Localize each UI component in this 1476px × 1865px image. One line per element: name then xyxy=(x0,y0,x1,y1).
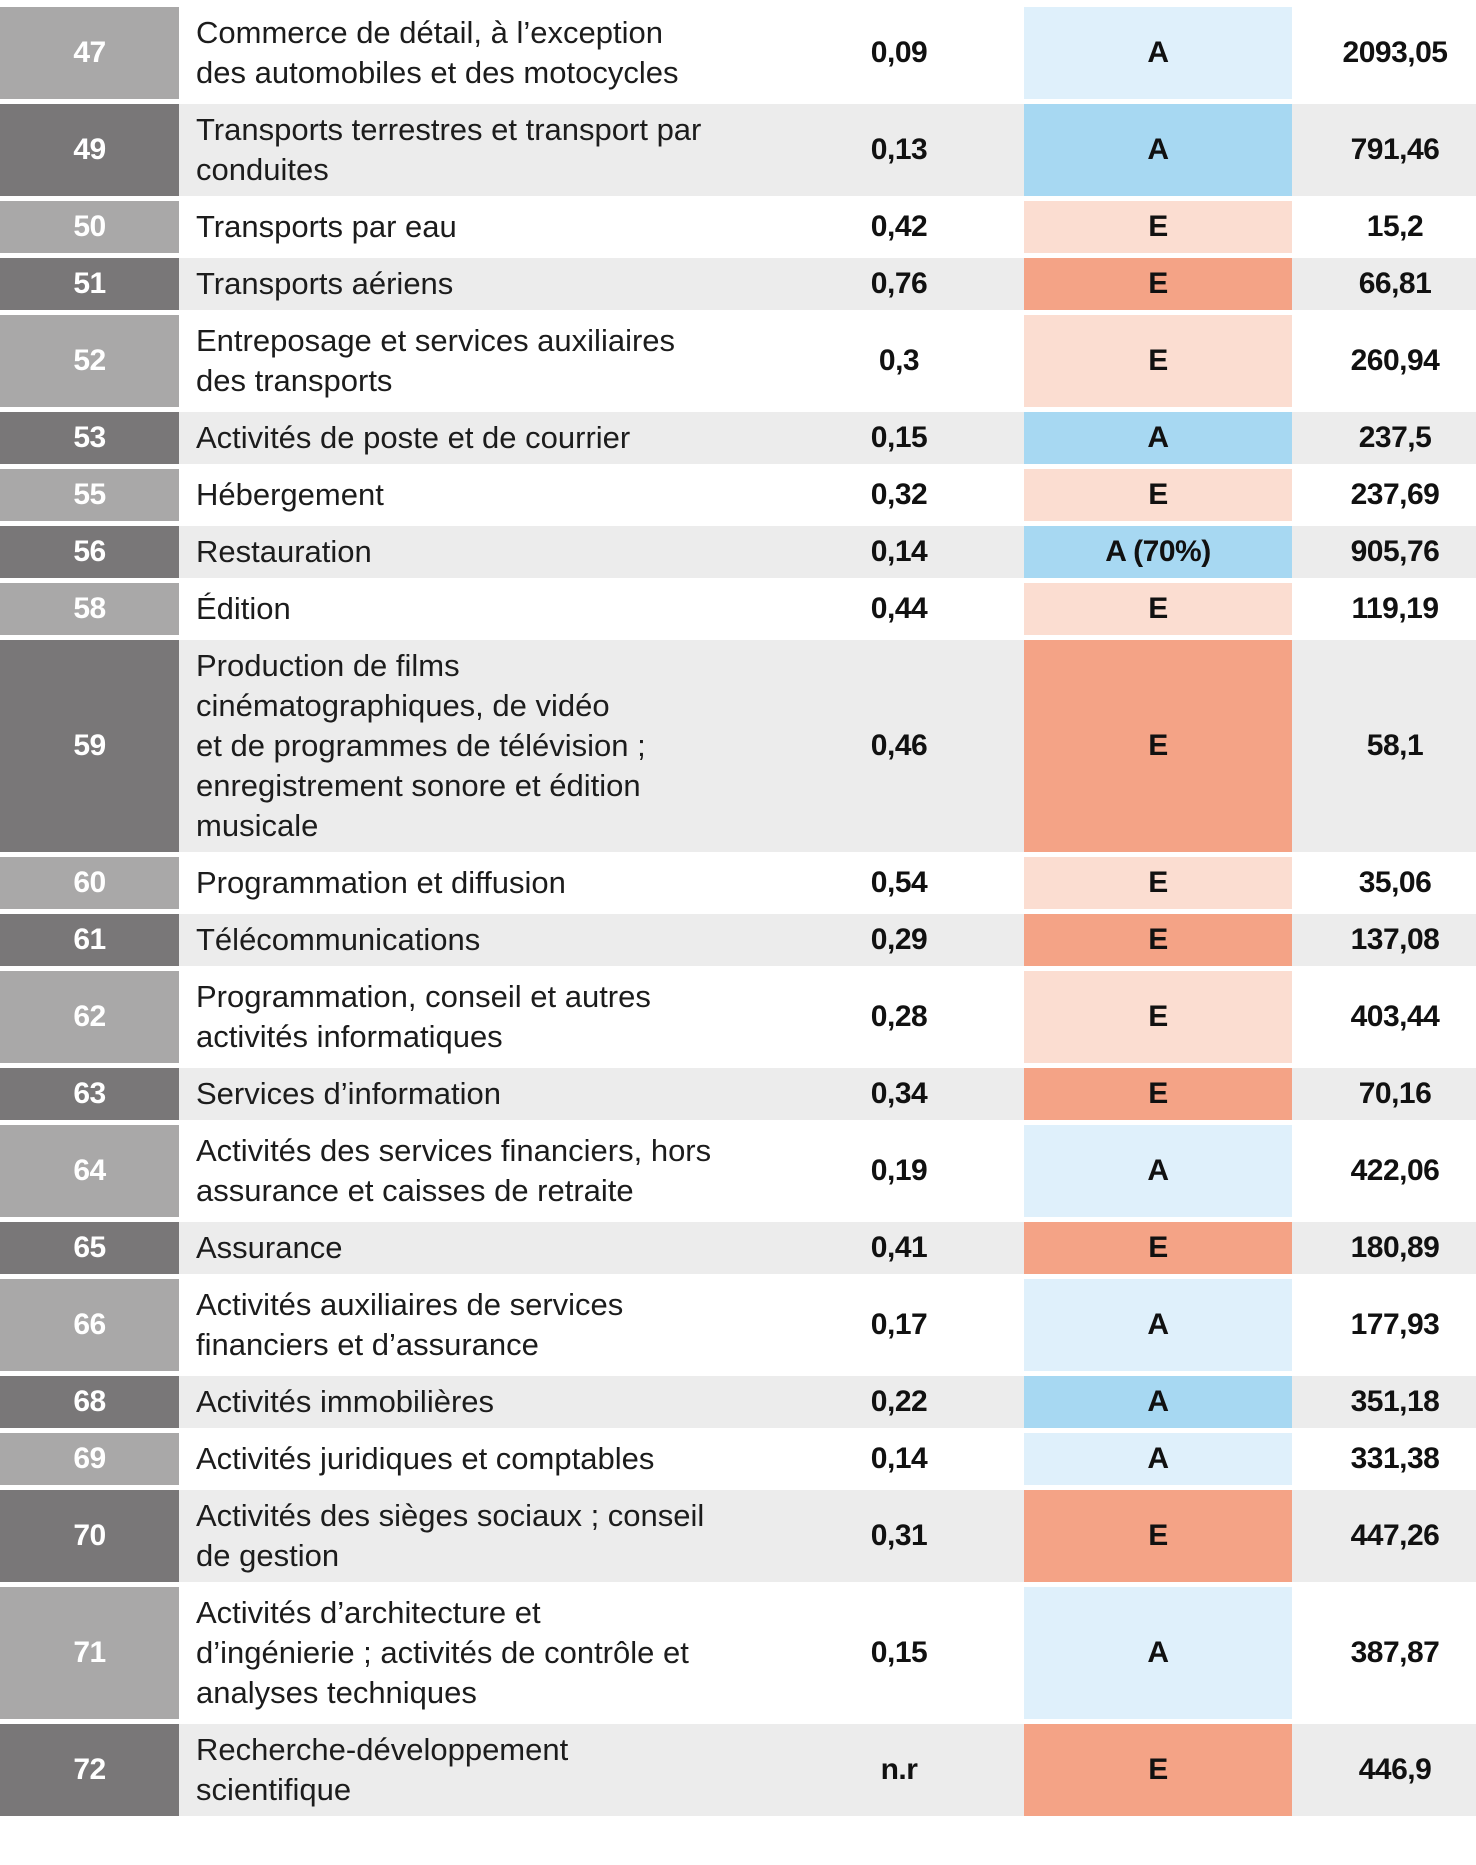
sector-code: 63 xyxy=(0,1068,179,1120)
sector-label: Hébergement xyxy=(179,469,779,521)
sector-class: A xyxy=(1024,412,1292,464)
sector-code: 49 xyxy=(0,104,179,196)
sector-value: 35,06 xyxy=(1297,857,1476,909)
sector-value: 15,2 xyxy=(1297,201,1476,253)
sector-code: 69 xyxy=(0,1433,179,1485)
table-row xyxy=(0,1587,1476,1719)
sector-value: 447,26 xyxy=(1297,1490,1476,1582)
sector-class: E xyxy=(1024,1490,1292,1582)
sector-value: 260,94 xyxy=(1297,315,1476,407)
table-row xyxy=(0,315,1476,407)
sector-code: 51 xyxy=(0,258,179,310)
table-row xyxy=(0,104,1476,196)
sector-label: Activités de poste et de courrier xyxy=(179,412,779,464)
sector-value: 180,89 xyxy=(1297,1222,1476,1274)
table-row xyxy=(0,1433,1476,1485)
sector-coefficient: 0,41 xyxy=(779,1222,1019,1274)
sector-coefficient: 0,3 xyxy=(779,315,1019,407)
sector-value: 2093,05 xyxy=(1297,7,1476,99)
sector-class: E xyxy=(1024,857,1292,909)
sector-code: 64 xyxy=(0,1125,179,1217)
sector-label: Restauration xyxy=(179,526,779,578)
sector-value: 137,08 xyxy=(1297,914,1476,966)
table-row xyxy=(0,1222,1476,1274)
sector-coefficient: 0,44 xyxy=(779,583,1019,635)
sector-label: Activités des sièges sociaux ; conseil de gestion xyxy=(179,1490,779,1582)
sector-class: A xyxy=(1024,7,1292,99)
sector-coefficient: 0,34 xyxy=(779,1068,1019,1120)
sector-code: 62 xyxy=(0,971,179,1063)
sector-coefficient: 0,19 xyxy=(779,1125,1019,1217)
sector-coefficient: 0,46 xyxy=(779,640,1019,852)
sector-class: A (70%) xyxy=(1024,526,1292,578)
sector-code: 70 xyxy=(0,1490,179,1582)
sector-class: E xyxy=(1024,914,1292,966)
sector-code: 72 xyxy=(0,1724,179,1816)
sector-class: E xyxy=(1024,469,1292,521)
table-row xyxy=(0,971,1476,1063)
sector-class: A xyxy=(1024,1125,1292,1217)
sector-value: 422,06 xyxy=(1297,1125,1476,1217)
sector-class: A xyxy=(1024,1587,1292,1719)
table-row xyxy=(0,7,1476,99)
sector-value: 237,69 xyxy=(1297,469,1476,521)
table-row xyxy=(0,526,1476,578)
table-row xyxy=(0,469,1476,521)
sector-class: A xyxy=(1024,1279,1292,1371)
sector-label: Programmation et diffusion xyxy=(179,857,779,909)
sector-label: Programmation, conseil et autres activités informatiques xyxy=(179,971,779,1063)
sector-label: Activités auxiliaires de services financiers et d’assurance xyxy=(179,1279,779,1371)
sector-class: E xyxy=(1024,315,1292,407)
sector-class: E xyxy=(1024,258,1292,310)
sector-label: Entreposage et services auxiliaires des transports xyxy=(179,315,779,407)
sector-label: Activités immobilières xyxy=(179,1376,779,1428)
sector-class: E xyxy=(1024,1068,1292,1120)
sector-label: Édition xyxy=(179,583,779,635)
sector-value: 403,44 xyxy=(1297,971,1476,1063)
sector-coefficient: 0,54 xyxy=(779,857,1019,909)
table-row xyxy=(0,412,1476,464)
sector-coefficient: 0,14 xyxy=(779,526,1019,578)
sector-label: Activités d’architecture et d’ingénierie ; activités de contrôle et analyses techniques xyxy=(179,1587,779,1719)
sector-coefficient: 0,28 xyxy=(779,971,1019,1063)
sector-label: Activités des services financiers, hors assurance et caisses de retraite xyxy=(179,1125,779,1217)
sector-value: 791,46 xyxy=(1297,104,1476,196)
sector-value: 446,9 xyxy=(1297,1724,1476,1816)
table-row xyxy=(0,640,1476,852)
sector-code: 52 xyxy=(0,315,179,407)
sector-code: 71 xyxy=(0,1587,179,1719)
table-row xyxy=(0,1376,1476,1428)
sector-value: 70,16 xyxy=(1297,1068,1476,1120)
sector-label: Services d’information xyxy=(179,1068,779,1120)
sector-code: 66 xyxy=(0,1279,179,1371)
sector-label: Recherche-développement scientifique xyxy=(179,1724,779,1816)
sector-value: 331,38 xyxy=(1297,1433,1476,1485)
sector-value: 119,19 xyxy=(1297,583,1476,635)
table-row xyxy=(0,1068,1476,1120)
sector-table xyxy=(0,2,1476,1821)
table-row xyxy=(0,1490,1476,1582)
table-row xyxy=(0,583,1476,635)
table-row xyxy=(0,914,1476,966)
sector-coefficient: 0,29 xyxy=(779,914,1019,966)
sector-code: 56 xyxy=(0,526,179,578)
sector-coefficient: n.r xyxy=(779,1724,1019,1816)
sector-label: Transports aériens xyxy=(179,258,779,310)
sector-label: Transports par eau xyxy=(179,201,779,253)
sector-value: 905,76 xyxy=(1297,526,1476,578)
sector-code: 61 xyxy=(0,914,179,966)
sector-coefficient: 0,15 xyxy=(779,1587,1019,1719)
sector-table-body xyxy=(0,7,1476,1816)
table-row xyxy=(0,1724,1476,1816)
table-row xyxy=(0,258,1476,310)
sector-coefficient: 0,22 xyxy=(779,1376,1019,1428)
sector-class: E xyxy=(1024,971,1292,1063)
sector-label: Assurance xyxy=(179,1222,779,1274)
sector-value: 66,81 xyxy=(1297,258,1476,310)
sector-coefficient: 0,42 xyxy=(779,201,1019,253)
sector-code: 68 xyxy=(0,1376,179,1428)
sector-class: E xyxy=(1024,201,1292,253)
sector-class: E xyxy=(1024,1724,1292,1816)
sector-coefficient: 0,09 xyxy=(779,7,1019,99)
sector-label: Télécommunications xyxy=(179,914,779,966)
sector-coefficient: 0,17 xyxy=(779,1279,1019,1371)
sector-coefficient: 0,15 xyxy=(779,412,1019,464)
sector-label: Production de films cinématographiques, de vidéo et de programmes de télévision ; enregistrement sonore et édition musicale xyxy=(179,640,779,852)
sector-value: 58,1 xyxy=(1297,640,1476,852)
sector-label: Transports terrestres et transport par conduites xyxy=(179,104,779,196)
table-row xyxy=(0,1279,1476,1371)
sector-coefficient: 0,32 xyxy=(779,469,1019,521)
sector-label: Activités juridiques et comptables xyxy=(179,1433,779,1485)
sector-code: 47 xyxy=(0,7,179,99)
table-row xyxy=(0,201,1476,253)
sector-value: 387,87 xyxy=(1297,1587,1476,1719)
sector-code: 53 xyxy=(0,412,179,464)
sector-code: 65 xyxy=(0,1222,179,1274)
sector-coefficient: 0,13 xyxy=(779,104,1019,196)
sector-code: 58 xyxy=(0,583,179,635)
sector-value: 351,18 xyxy=(1297,1376,1476,1428)
sector-code: 59 xyxy=(0,640,179,852)
table-row xyxy=(0,857,1476,909)
sector-code: 60 xyxy=(0,857,179,909)
table-row xyxy=(0,1125,1476,1217)
sector-value: 177,93 xyxy=(1297,1279,1476,1371)
sector-coefficient: 0,14 xyxy=(779,1433,1019,1485)
sector-class: A xyxy=(1024,1376,1292,1428)
sector-code: 55 xyxy=(0,469,179,521)
sector-class: A xyxy=(1024,104,1292,196)
sector-class: E xyxy=(1024,1222,1292,1274)
sector-coefficient: 0,31 xyxy=(779,1490,1019,1582)
sector-code: 50 xyxy=(0,201,179,253)
sector-class: E xyxy=(1024,583,1292,635)
sector-value: 237,5 xyxy=(1297,412,1476,464)
sector-class: A xyxy=(1024,1433,1292,1485)
sector-coefficient: 0,76 xyxy=(779,258,1019,310)
sector-class: E xyxy=(1024,640,1292,852)
sector-label: Commerce de détail, à l’exception des automobiles et des motocycles xyxy=(179,7,779,99)
